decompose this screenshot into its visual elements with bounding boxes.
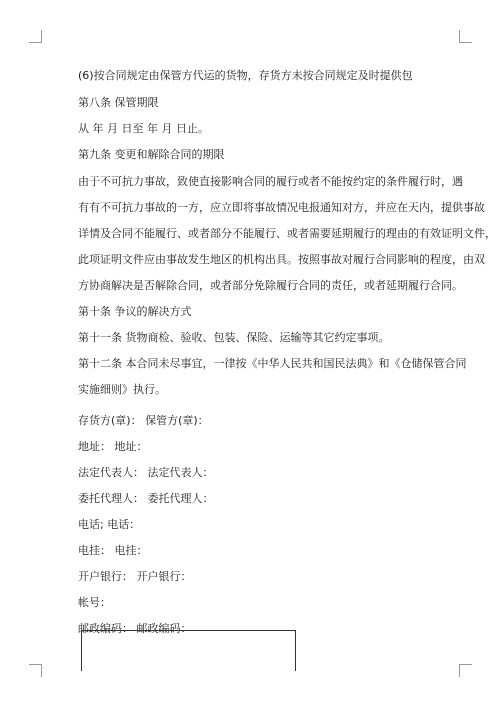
phone-line: 电话; 电话： — [78, 518, 141, 531]
clause-item-6: (6)按合同规定由保管方代运的货物，存货方未按合同规定及时提供包 — [78, 69, 413, 82]
paragraph-line: 详情及合同不能履行、或者部分不能履行、或者需要延期履行的理由的有效证明文件， — [78, 227, 496, 240]
crop-mark-bottom-right — [459, 664, 472, 677]
paragraph-line: 有有不可抗力事故的一方，应立即将事故情况电报通知对方，并应在天内，提供事故 — [78, 201, 485, 214]
bank-line: 开户银行： 开户银行： — [78, 570, 192, 583]
article-10-heading: 第十条 争议的解决方式 — [78, 305, 192, 318]
legal-representative-line: 法定代表人： 法定代表人： — [78, 466, 214, 479]
address-line: 地址： 地址： — [78, 440, 148, 453]
article-8-heading: 第八条 保管期限 — [78, 96, 159, 109]
crop-mark-top-left — [29, 30, 42, 43]
article-12-continuation: 实施细则》执行。 — [78, 383, 166, 396]
paragraph-line: 由于不可抗力事故，致使直接影响合同的履行或者不能按约定的条件履行时，遇 — [78, 175, 463, 188]
crop-mark-bottom-left — [29, 664, 42, 677]
storage-period-line: 从 年 月 日至 年 月 日止。 — [78, 122, 209, 135]
telegraph-line: 电挂： 电挂： — [78, 544, 148, 557]
authorized-agent-line: 委托代理人： 委托代理人： — [78, 492, 214, 505]
article-9-heading: 第九条 变更和解除合同的期限 — [78, 148, 225, 161]
article-11-line: 第十一条 货物商检、验收、包装、保险、运输等其它约定事项。 — [78, 331, 390, 344]
article-12-line: 第十二条 本合同未尽事宜，一律按《中华人民共和国民法典》和《仓储保管合同 — [78, 357, 467, 370]
signature-seal-line: 存货方(章)： 保管方(章)： — [78, 414, 209, 427]
account-line: 帐号： — [78, 596, 111, 609]
paragraph-line: 方协商解决是否解除合同，或者部分免除履行合同的责任，或者延期履行合同。 — [78, 279, 463, 292]
paragraph-line: 此项证明文件应由事故发生地区的机构出具。按照事故对履行合同影响的程度，由双 — [78, 253, 485, 266]
bottom-box — [81, 630, 296, 671]
postal-code-line: 邮政编码： 邮政编码： — [78, 622, 192, 635]
crop-mark-top-right — [459, 30, 472, 43]
